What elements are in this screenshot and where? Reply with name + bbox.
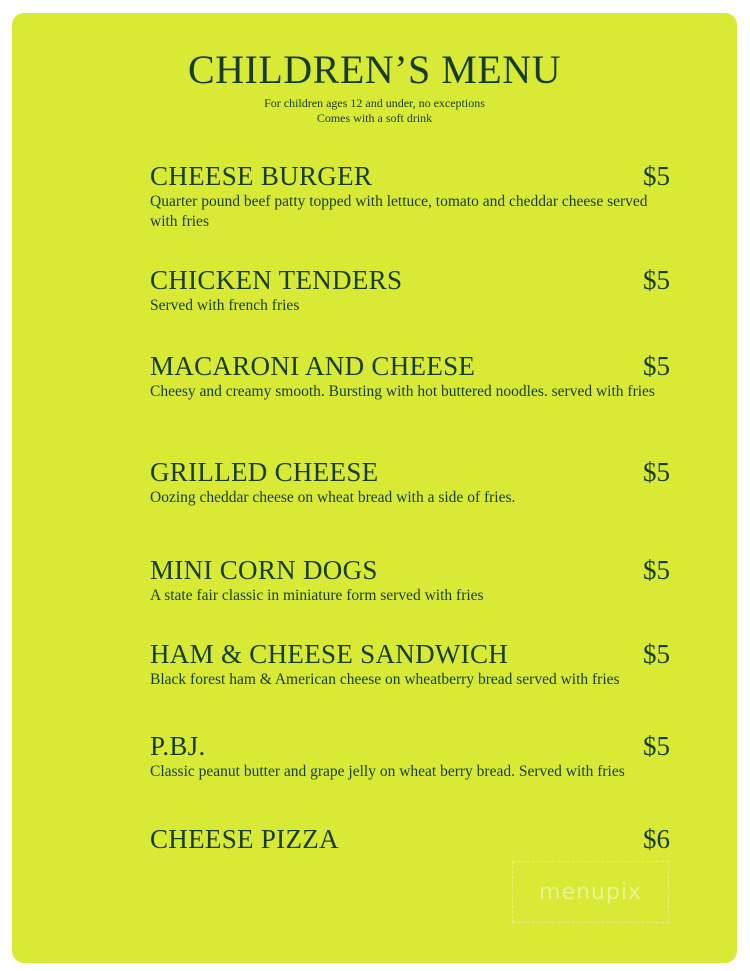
menu-item-description: A state fair classic in miniature form served with fries (150, 587, 484, 604)
menu-subtitle-age: For children ages 12 and under, no exceptions (264, 96, 485, 110)
menu-item (150, 638, 670, 690)
menu-item (150, 350, 670, 402)
menu-item-price: $5 (643, 265, 670, 295)
menu-item-description: Cheesy and creamy smooth. Bursting with hot buttered noodles. served with fries (150, 383, 655, 400)
menu-item-description: Quarter pound beef patty topped with lettuce, tomato and cheddar cheese served with fries (150, 193, 648, 230)
menu-item-name: HAM & CHEESE SANDWICH (150, 639, 509, 669)
menu-item-description: Classic peanut butter and grape jelly on wheat berry bread. Served with fries (150, 763, 625, 780)
menu-item (150, 264, 670, 316)
menu-item-name: CHEESE BURGER (150, 161, 373, 191)
menu-item-price: $5 (643, 457, 670, 487)
menu-item-price: $5 (643, 555, 670, 585)
menu-item-price: $5 (643, 351, 670, 381)
menu-item-price: $5 (643, 639, 670, 669)
menu-item-name: CHEESE PIZZA (150, 824, 339, 854)
menu-item-name: CHICKEN TENDERS (150, 265, 403, 295)
menu-item-name: MACARONI AND CHEESE (150, 351, 476, 381)
menu-item-price: $5 (643, 161, 670, 191)
menu-item (150, 823, 670, 855)
menu-item-price: $6 (643, 824, 670, 854)
menu-item-price: $5 (643, 731, 670, 761)
menu-item-description: Oozing cheddar cheese on wheat bread with a side of fries. (150, 489, 516, 506)
menu-item (150, 456, 670, 508)
menu-item-description: Black forest ham & American cheese on wheatberry bread served with fries (150, 671, 620, 688)
watermark-logo: menupix (512, 861, 669, 923)
menu-subtitle-drink: Comes with a soft drink (316, 111, 433, 125)
menu-item-name: GRILLED CHEESE (150, 457, 379, 487)
menu-item (150, 554, 670, 606)
menu-item (150, 730, 670, 782)
menu-item-name: P.BJ. (150, 731, 206, 761)
menu-item-description: Served with french fries (150, 297, 300, 314)
menu-item-name: MINI CORN DOGS (150, 555, 378, 585)
menu-item (150, 160, 670, 232)
menu-title: CHILDREN’S MENU (187, 47, 562, 92)
menu-page (12, 13, 737, 963)
